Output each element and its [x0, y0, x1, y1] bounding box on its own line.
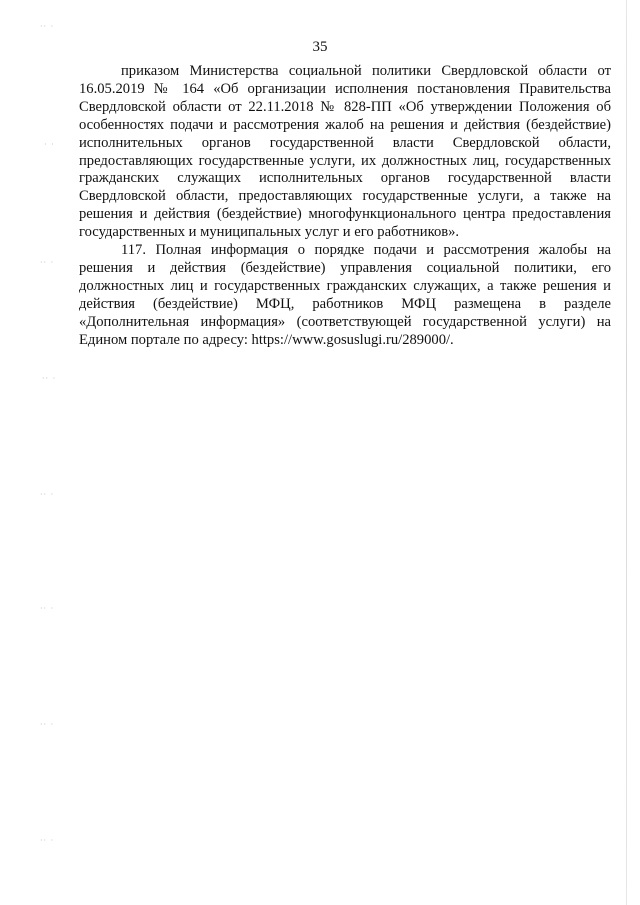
document-body — [79, 63, 611, 350]
scan-artifact: ·· · — [40, 836, 55, 845]
scan-artifact: ·· · — [40, 604, 55, 613]
scan-edge-line — [626, 0, 627, 905]
scan-artifact: ·· · — [40, 258, 55, 267]
scan-artifact: ·· · — [42, 374, 57, 383]
scan-artifact: ·· · — [40, 22, 55, 31]
scan-artifact: ·· · — [40, 720, 55, 729]
page-number: 35 — [312, 39, 328, 55]
scan-artifact: · · — [44, 140, 55, 149]
paragraph-117: 117. Полная информация о порядке подачи и рассмотрения жалобы на решения и действия (бездействие) управления социальной политики, его должностных лиц и государственных гражданских служащих, а также решения и действия (бездействие) МФЦ, работников МФЦ размещена в разделе «Дополнительная информация» (соответствующей государственной услуги) на Едином портале по адресу: https://www.gosuslugi.ru/289000/. — [79, 242, 611, 348]
paragraph-order-reference: приказом Министерства социальной политики Свердловской области от 16.05.2019 № 164 «Об организации исполнения постановления Правительства Свердловской области от 22.11.2018 № 828-ПП «Об утверждении Положения об особенностях подачи и рассмотрения жалоб на решения и действия (бездействие) исполнительных органов государственной власти Свердловской области, предоставляющих государственные услуги, их должностных лиц, государственных гражданских служащих исполнительных органов государственной власти Свердловской области, предоставляющих государственные услуги, а также на решения и действия (бездействие) многофункционального центра предоставления государственных и муниципальных услуг и его работников». — [79, 63, 611, 241]
scan-artifact: ·· · — [40, 490, 55, 499]
